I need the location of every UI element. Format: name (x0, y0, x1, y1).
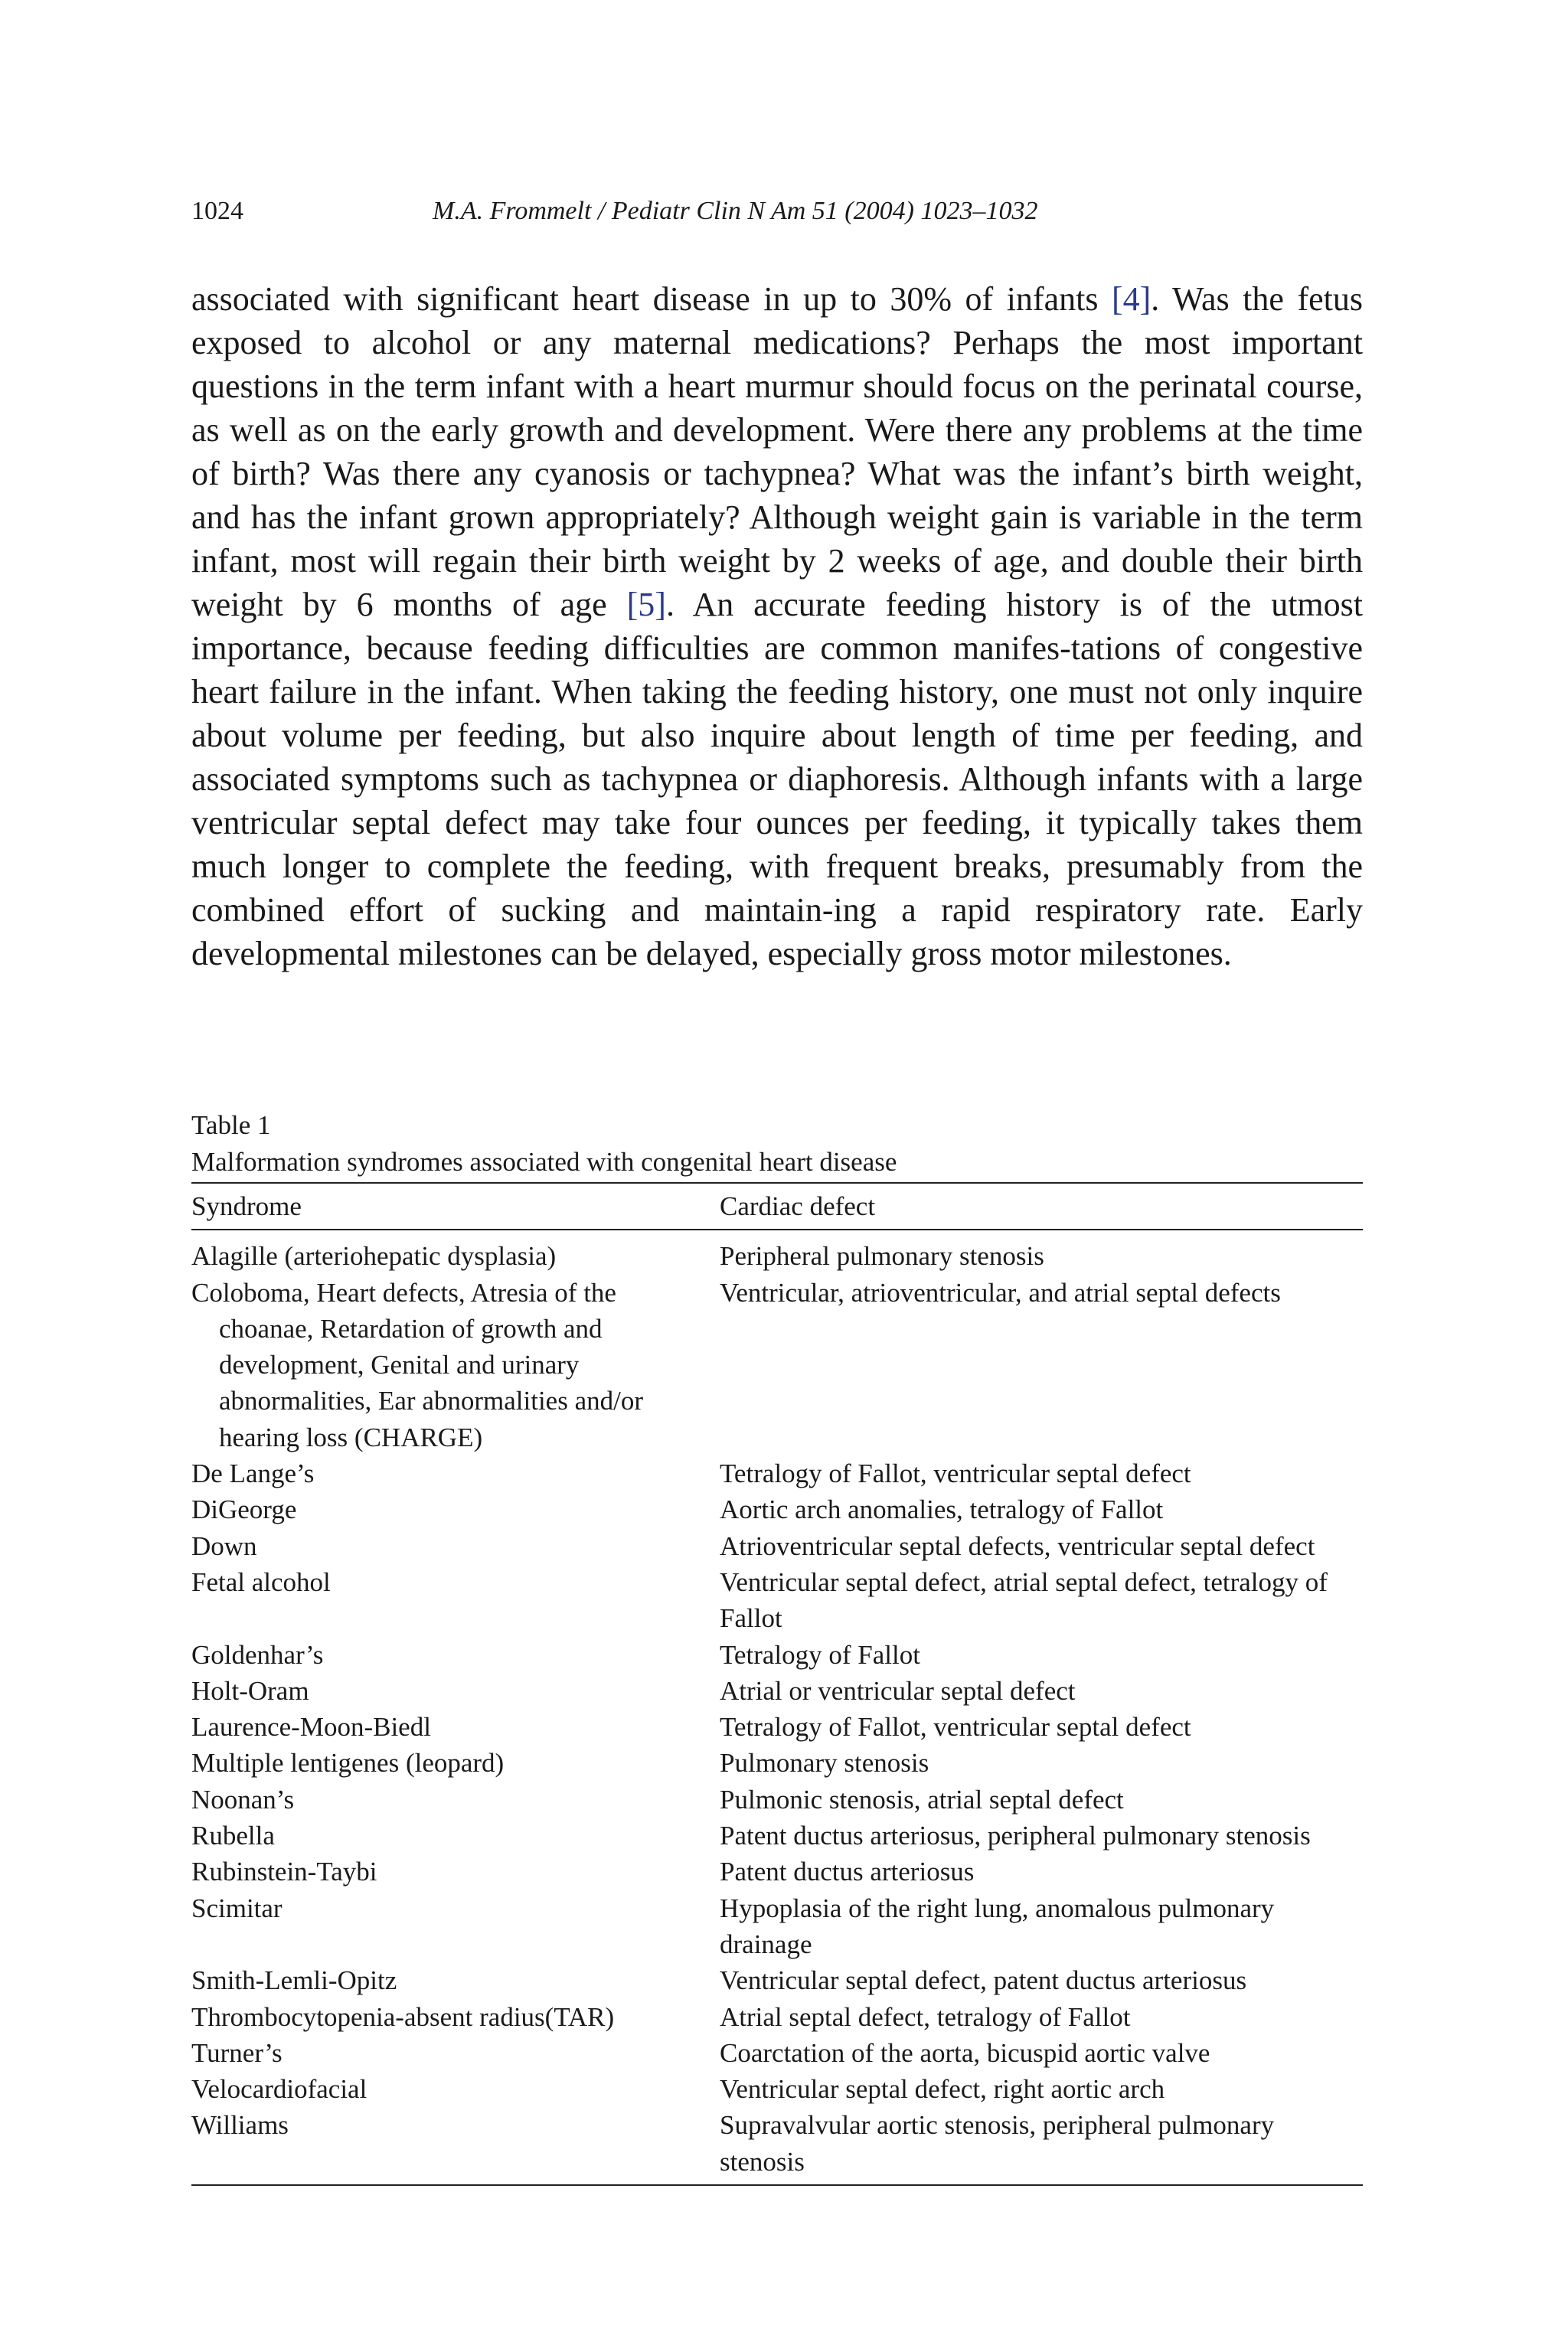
cardiac-defect-cell: Ventricular septal defect, right aortic arch (720, 2074, 1165, 2105)
cardiac-defect-cell: Patent ductus arteriosus (720, 1857, 975, 1887)
syndrome-cell: Rubella (191, 1821, 275, 1851)
table-1 (191, 1107, 1363, 2186)
cardiac-defect-cell: Atrial septal defect, tetralogy of Fallot (720, 2001, 1131, 2032)
syndrome-cell: Multiple lentigenes (leopard) (191, 1748, 505, 1779)
page-number: 1024 (191, 197, 243, 225)
syndrome-cell: Down (191, 1530, 257, 1561)
syndrome-cell: Fetal alcohol (191, 1566, 331, 1597)
syndrome-table (191, 1182, 1363, 2186)
syndrome-cell: Laurence-Moon-Biedl (191, 1712, 431, 1743)
table-row (191, 1782, 1363, 1818)
syndrome-cell: Velocardiofacial (191, 2074, 368, 2105)
table-row (191, 1854, 1363, 1890)
table-row (191, 2071, 1363, 2107)
syndrome-cell: Holt-Oram (191, 1675, 309, 1706)
table-row (191, 1528, 1363, 1564)
body-text-part-2: . Was the fetus exposed to alcohol or any maternal medications? Perhaps the most important questions in the term infant with a heart murmur should focus on the perinatal course, as well as on the early growth and development. Were there any problems at the time of birth? Was there any cyanosis or tachypnea? What was the infant’s birth weight, and has the infant grown appropriately? Although weight gain is variable in the term infant, most will regain their birth weight by 2 weeks of age, and double their birth weight by 6 months of age (191, 280, 1363, 623)
running-head: M.A. Frommelt / Pediatr Clin N Am 51 (2004) 1023–1032 (433, 197, 1038, 225)
cardiac-defect-cell: Tetralogy of Fallot, ventricular septal defect (720, 1712, 1191, 1743)
cardiac-defect-cell: Aortic arch anomalies, tetralogy of Fallot (720, 1494, 1164, 1525)
syndrome-cell: De Lange’s (191, 1459, 315, 1489)
body-paragraph (191, 277, 1363, 975)
syndrome-cell: Thrombocytopenia-absent radius(TAR) (191, 2001, 615, 2032)
body-text-part-3: . An accurate feeding history is of the utmost importance, because feeding difficulties are common manifes-tations of congestive heart failure in the infant. When taking the feeding history, one must not only inquire about volume per feeding, but also inquire about length of time per feeding, and associated symptoms such as tachypnea or diaphoresis. Although infants with a large ventricular septal defect may take four ounces per feeding, it typically takes them much longer to complete the feeding, with frequent breaks, presumably from the combined effort of sucking and maintain-ing a rapid respiratory rate. Early developmental milestones can be delayed, especially gross motor milestones. (191, 586, 1363, 972)
table-row (191, 1455, 1363, 1491)
cardiac-defect-cell: Peripheral pulmonary stenosis (720, 1241, 1044, 1272)
citation-link-4[interactable]: [4] (1111, 280, 1152, 318)
table-label: Table 1 (191, 1110, 271, 1140)
table-row (191, 1673, 1363, 1709)
syndrome-cell: Goldenhar’s (191, 1639, 324, 1670)
citation-link-5[interactable]: [5] (626, 586, 666, 623)
cardiac-defect-cell: Atrial or ventricular septal defect (720, 1675, 1076, 1706)
syndrome-cell: Smith-Lemli-Opitz (191, 1965, 397, 1996)
column-header-syndrome: Syndrome (191, 1183, 720, 1230)
cardiac-defect-cell: Ventricular, atrioventricular, and atrial septal defects (720, 1277, 1281, 1308)
cardiac-defect-cell: Pulmonary stenosis (720, 1748, 929, 1779)
cardiac-defect-cell: Ventricular septal defect, patent ductus arteriosus (720, 1965, 1247, 1996)
table-row (191, 1230, 1363, 1274)
cardiac-defect-cell: Patent ductus arteriosus, peripheral pulmonary stenosis (720, 1821, 1311, 1851)
syndrome-cell: DiGeorge (191, 1494, 297, 1525)
syndrome-cell: Noonan’s (191, 1784, 295, 1815)
table-row (191, 1637, 1363, 1673)
cardiac-defect-cell: Pulmonic stenosis, atrial septal defect (720, 1784, 1124, 1815)
syndrome-cell: Coloboma, Heart defects, Atresia of the choanae, Retardation of growth and development, Genital and urinary abnormalities, Ear abnormalities and/or hearing loss (CHARGE) (191, 1277, 643, 1452)
cardiac-defect-cell: Tetralogy of Fallot (720, 1639, 920, 1670)
body-text-part-1: associated with significant heart disease in up to 30% of infants (191, 280, 1112, 318)
table-row (191, 1709, 1363, 1745)
cardiac-defect-cell: Supravalvular aortic stenosis, peripheral pulmonary stenosis (720, 2107, 1363, 2185)
syndrome-cell: Alagille (arteriohepatic dysplasia) (191, 1241, 557, 1272)
syndrome-cell: Williams (191, 2107, 720, 2185)
column-header-cardiac-defect: Cardiac defect (720, 1183, 1363, 1230)
table-row (191, 1745, 1363, 1781)
syndrome-cell: Turner’s (191, 2037, 283, 2068)
cardiac-defect-cell: Atrioventricular septal defects, ventricular septal defect (720, 1530, 1315, 1561)
table-row (191, 2035, 1363, 2071)
table-row (191, 1564, 1363, 1637)
cardiac-defect-cell: Hypoplasia of the right lung, anomalous pulmonary drainage (720, 1893, 1275, 1959)
table-body (191, 1230, 1363, 2185)
table-row (191, 1999, 1363, 2035)
cardiac-defect-cell: Ventricular septal defect, atrial septal defect, tetralogy of Fallot (720, 1566, 1328, 1634)
table-row (191, 1962, 1363, 1998)
syndrome-cell: Scimitar (191, 1893, 283, 1923)
table-caption: Malformation syndromes associated with congenital heart disease (191, 1147, 897, 1177)
table-row (191, 1491, 1363, 1527)
table-header-row (191, 1183, 1363, 1230)
table-row (191, 2107, 1363, 2185)
table-row (191, 1890, 1363, 1963)
table-row (191, 1818, 1363, 1854)
cardiac-defect-cell: Coarctation of the aorta, bicuspid aortic valve (720, 2037, 1210, 2068)
syndrome-cell: Rubinstein-Taybi (191, 1857, 377, 1887)
table-row (191, 1275, 1363, 1455)
cardiac-defect-cell: Tetralogy of Fallot, ventricular septal defect (720, 1459, 1191, 1489)
